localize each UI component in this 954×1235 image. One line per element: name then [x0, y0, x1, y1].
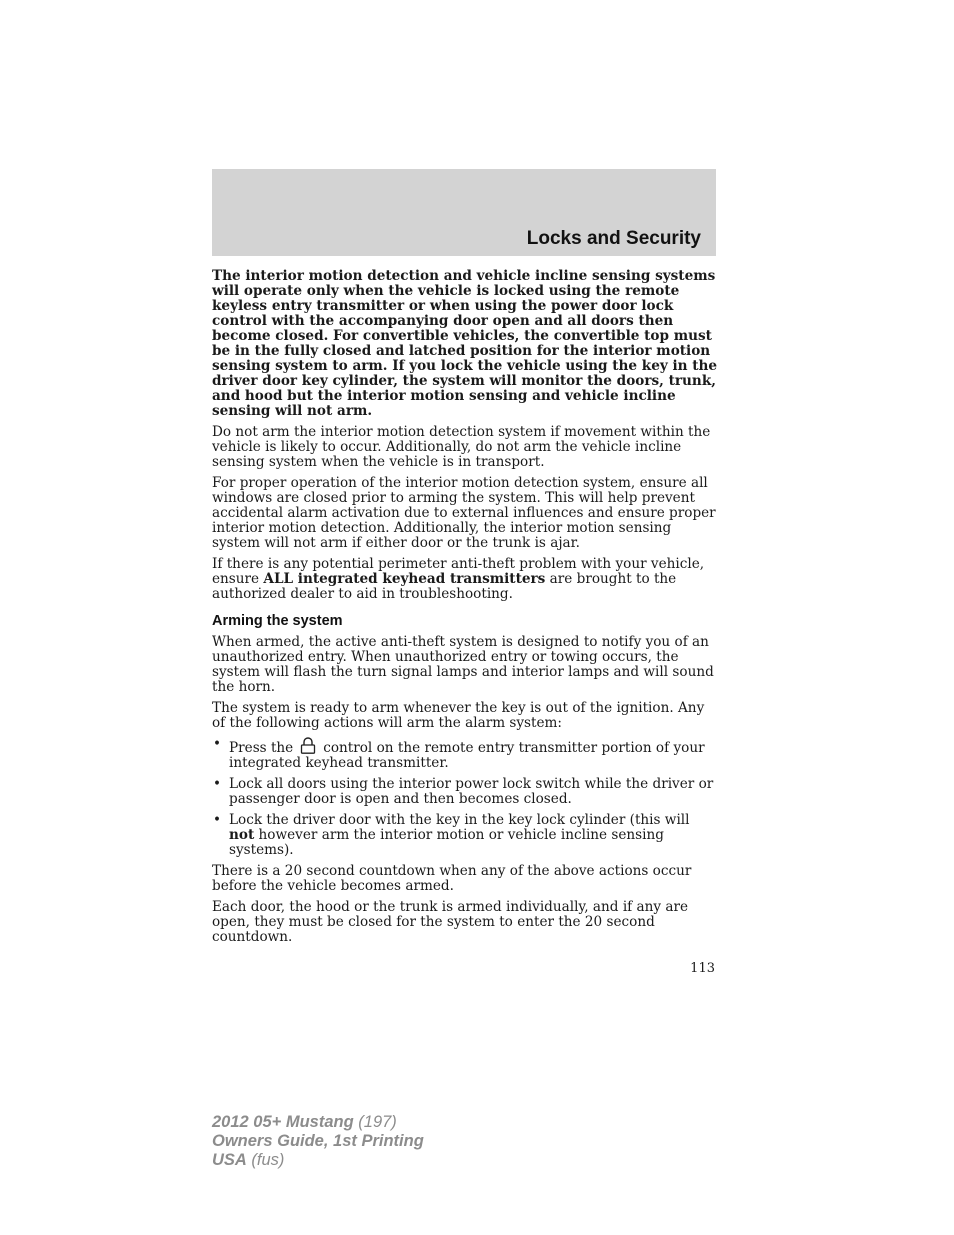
paragraph-text: If there is any potential perimeter anti-theft problem with your vehicle, ensure: [212, 556, 705, 587]
header-band: [212, 169, 716, 256]
list-item-text: control on the remote entry transmitter portion of your integrated keyhead transmitter.: [229, 740, 705, 771]
footer-market-code: (fus): [246, 1151, 285, 1169]
warning-text: The interior motion detection and vehicle incline sensing systems will operate only when the vehicle is locked using the remote keyless entry transmitter or when using the power door lock control with the accompanying door open and all doors then become closed. For convertible vehicles, the convertible top must be in the fully closed and latched position for the interior motion sensing system to arm. If you lock the vehicle using the key in the driver door key cylinder, the system will monitor the doors, trunk, and hood but the interior motion sensing and vehicle incline sensing will not arm.: [212, 268, 718, 419]
paragraph-ready-to-arm: The system is ready to arm whenever the key is out of the ignition. Any of the following actions will arm the alarm system:: [212, 700, 705, 731]
list-item-text: Lock the driver door with the key in the key lock cylinder (this will: [229, 812, 690, 828]
paragraph-countdown: There is a 20 second countdown when any of the above actions occur before the vehicle becomes armed.: [212, 863, 692, 894]
footer-guide: Owners Guide, 1st Printing: [212, 1132, 424, 1150]
emphasis-text: not: [229, 827, 255, 843]
paragraph-motion-arm: Do not arm the interior motion detection system if movement within the vehicle is likely to occur. Additionally, do not arm the vehicle incline sensing system when the vehicle is in transport.: [212, 424, 711, 470]
arm-actions-list: [212, 737, 718, 858]
list-item-text: however arm the interior motion or vehicle incline sensing systems).: [229, 827, 664, 858]
paragraph-perimeter-problem: [212, 557, 718, 602]
paragraph-proper-operation: For proper operation of the interior motion detection system, ensure all windows are closed prior to arming the system. This will help prevent accidental alarm activation due to external influences and ensure proper interior motion detection. Additionally, the interior motion sensing system will not arm if either door or the trunk is ajar.: [212, 475, 716, 551]
list-item: [212, 737, 718, 771]
paragraph-text: are brought to the authorized dealer to aid in troubleshooting.: [212, 571, 677, 602]
paragraph-doors-armed: Each door, the hood or the trunk is armed individually, and if any are open, they must be closed for the system to enter the 20 second countdown.: [212, 899, 689, 945]
list-item-text: Press the: [229, 740, 294, 756]
footer-line-guide: [212, 1132, 424, 1151]
page-number: 113: [690, 961, 715, 976]
lock-icon: [297, 737, 319, 754]
footer-publication-info: [212, 1113, 424, 1170]
footer-model-code: (197): [353, 1113, 397, 1131]
footer-market: USA: [212, 1151, 247, 1169]
emphasis-text: ALL integrated keyhead transmitters: [263, 571, 546, 587]
footer-model: 2012 05+ Mustang: [212, 1113, 354, 1131]
footer-line-model: [212, 1113, 424, 1132]
list-item: • Lock all doors using the interior power lock switch while the driver or passenger door is open and then becomes closed.: [212, 777, 718, 807]
footer-line-market: [212, 1151, 424, 1170]
page-content: [212, 269, 718, 951]
list-item: [212, 813, 718, 858]
paragraph-armed: When armed, the active anti-theft system is designed to notify you of an unauthorized entry. When unauthorized entry or towing occurs, the system will flash the turn signal lamps and interior lamps and will sound the horn.: [212, 634, 714, 695]
section-title: Locks and Security: [526, 228, 701, 249]
subheading-arming: Arming the system: [212, 613, 343, 629]
